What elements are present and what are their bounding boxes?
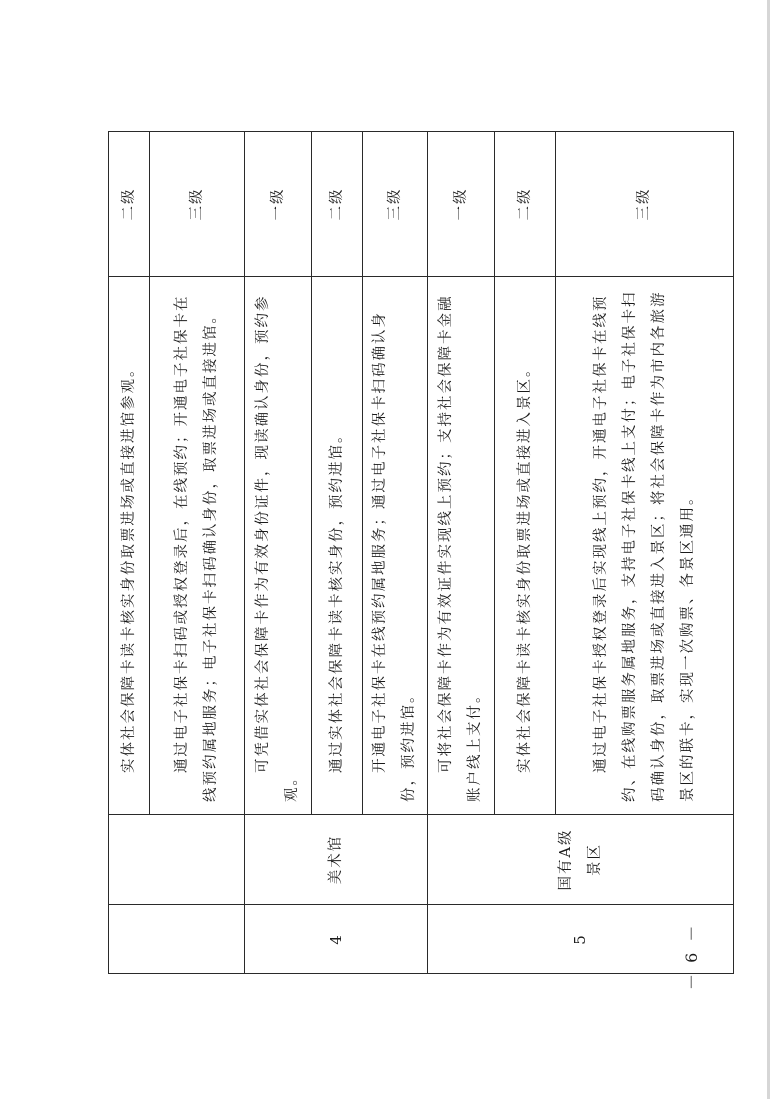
level-cell: 二级	[495, 132, 556, 277]
description-cell	[150, 277, 245, 815]
venue-name-cell: 美术馆	[245, 815, 428, 905]
description-text: 通过电子社保卡授权登录后实现线上预约，开通电子社保卡在线预约、在线购票服务属地服务，支持电子社保卡线上支付；电子社保卡扫码确认身份，取票进场或直接进入景区；将社会保障卡作为市内各旅游景区的联卡，实现一次购票、各景区通用。	[592, 290, 696, 802]
description-cell	[556, 277, 734, 815]
level-cell: 三级	[556, 132, 734, 277]
level-cell: 三级	[150, 132, 245, 277]
level-cell: 二级	[109, 132, 150, 277]
level-cell: 一级	[245, 132, 312, 277]
row-number-cell: 5	[428, 905, 734, 974]
row-number-cell: 4	[245, 905, 428, 974]
description-text: 开通电子社保卡在线预约属地服务；通过电子社保卡扫码确认身份，预约进馆。	[372, 311, 417, 802]
service-level-table	[108, 131, 734, 974]
table-row	[109, 132, 150, 974]
table-row	[428, 132, 495, 974]
description-cell	[428, 277, 495, 815]
description-cell	[109, 277, 150, 815]
row-number-cell	[109, 905, 245, 974]
description-text: 可凭借实体社会保障卡作为有效身份证件，现读确认身份，预约参观。	[255, 294, 300, 802]
description-text: 实体社会保障卡读卡核实身份取票进场或直接进入景区。	[516, 360, 533, 773]
description-text: 可将社会保障卡作为有效证件实现线上预约；支持社会保障卡金融账户线上支付。	[438, 294, 483, 802]
venue-name-cell: 国有A级景区	[428, 815, 734, 905]
table-row	[245, 132, 312, 974]
description-text: 通过电子社保卡扫码或授权登录后，在线预约；开通电子社保卡在线预约属地服务；电子社保卡扫码确认身份，取票进场或直接进馆。	[174, 294, 219, 802]
page-number: － 6 －	[682, 922, 701, 990]
description-text: 通过实体社会保障卡读卡核实身份，预约进馆。	[328, 426, 345, 773]
rotated-table-wrapper	[108, 132, 696, 974]
venue-name-cell	[109, 815, 245, 905]
description-cell	[495, 277, 556, 815]
level-cell: 三级	[363, 132, 428, 277]
description-cell	[245, 277, 312, 815]
description-cell	[363, 277, 428, 815]
description-cell	[312, 277, 363, 815]
description-text: 实体社会保障卡读卡核实身份取票进场或直接进馆参观。	[120, 360, 137, 773]
level-cell: 一级	[428, 132, 495, 277]
level-cell: 二级	[312, 132, 363, 277]
